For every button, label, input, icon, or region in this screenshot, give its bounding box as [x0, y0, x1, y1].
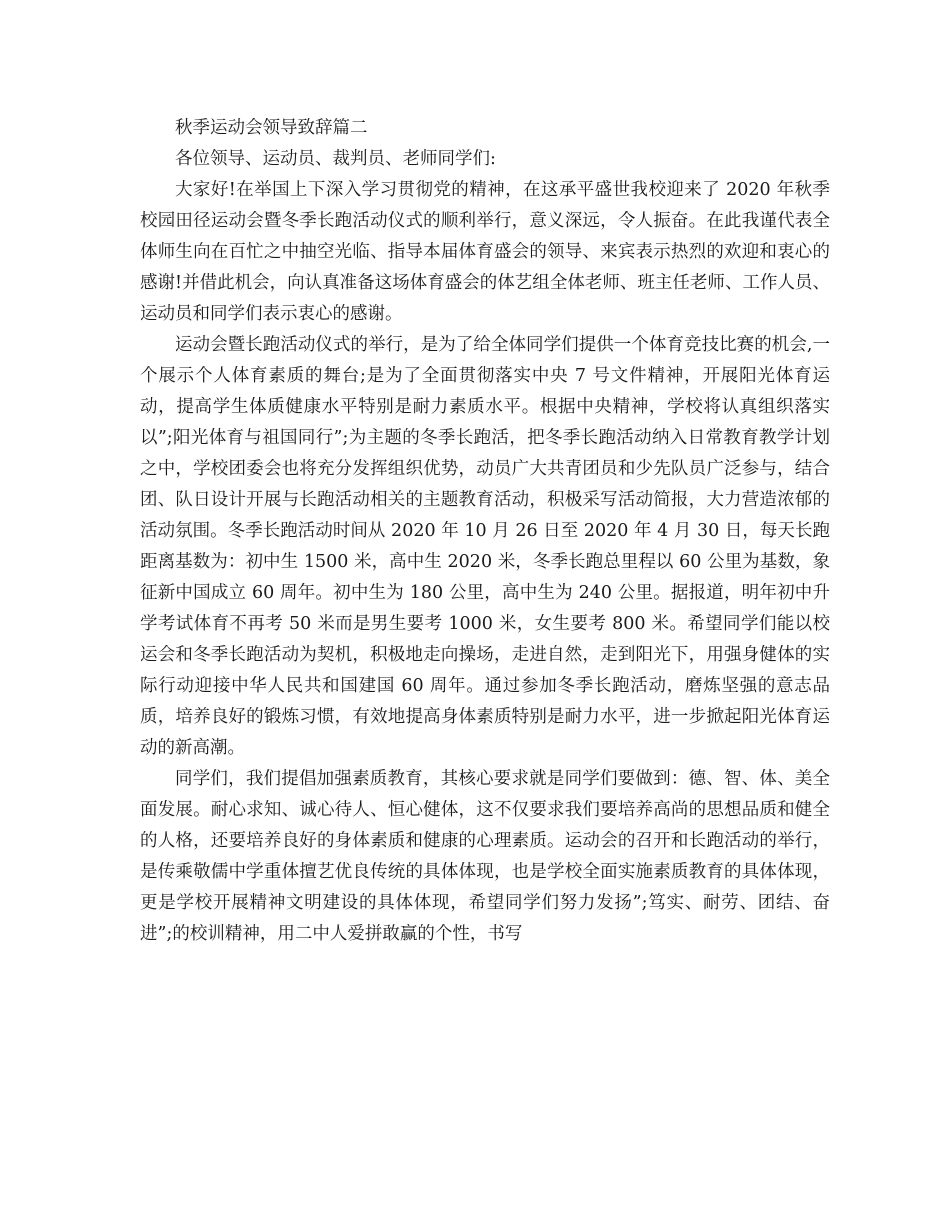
- paragraph-purpose: 运动会暨长跑活动仪式的举行，是为了给全体同学们提供一个体育竞技比赛的机会,一个展示个人体育素质的舞台;是为了全面贯彻落实中央 7 号文件精神，开展阳光体育运动，提高学生体质健康水平特别是耐力素质水平。根据中央精神，学校将认真组织落实以”;阳光体育与祖国同行”;为主题的冬季长跑活，把冬季长跑活动纳入日常教育教学计划之中，学校团委会也将充分发挥组织优势，动员广大共青团员和少先队员广泛参与，结合团、队日设计开展与长跑活动相关的主题教育活动，积极采写活动简报，大力营造浓郁的活动氛围。冬季长跑活动时间从 2020 年 10 月 26 日至 2020 年 4 月 30 日，每天长跑距离基数为：初中生 1500 米，高中生 2020 米，冬季长跑总里程以 60 公里为基数，象征新中国成立 60 周年。初中生为 180 公里，高中生为 240 公里。据报道，明年初中升学考试体育不再考 50 米而是男生要考 1000 米，女生要考 800 米。希望同学们能以校运会和冬季长跑活动为契机，积极地走向操场，走进自然，走到阳光下，用强身健体的实际行动迎接中华人民共和国建国 60 周年。通过参加冬季长跑活动，磨炼坚强的意志品质，培养良好的锻炼习惯，有效地提高身体素质特别是耐力水平，进一步掀起阳光体育运动的新高潮。: [140, 335, 830, 758]
- document-title: 秋季运动会领导致辞篇二: [175, 118, 368, 138]
- document-body: [140, 113, 830, 950]
- salutation: 各位领导、运动员、裁判员、老师同学们:: [175, 149, 496, 169]
- paragraph-quality-education: 同学们，我们提倡加强素质教育，其核心要求就是同学们要做到：德、智、体、美全面发展。耐心求知、诚心待人、恒心健体，这不仅要求我们要培养高尚的思想品质和健全的人格，还要培养良好的身体素质和健康的心理素质。运动会的召开和长跑活动的举行，是传乘敬儒中学重体擅艺优良传统的具体体现，也是学校全面实施素质教育的具体体现，更是学校开展精神文明建设的具体体现，希望同学们努力发扬”;笃实、耐劳、团结、奋进”;的校训精神，用二中人爱拼敢赢的个性，书写: [140, 769, 830, 944]
- paragraph-opening: 大家好!在举国上下深入学习贯彻党的精神，在这承平盛世我校迎来了 2020 年秋季校园田径运动会暨冬季长跑活动仪式的顺利举行，意义深远，令人振奋。在此我谨代表全体师生向在百忙之中抽空光临、指导本届体育盛会的领导、来宾表示热烈的欢迎和衷心的感谢!并借此机会，向认真准备这场体育盛会的体艺组全体老师、班主任老师、工作人员、运动员和同学们表示衷心的感谢。: [140, 180, 830, 324]
